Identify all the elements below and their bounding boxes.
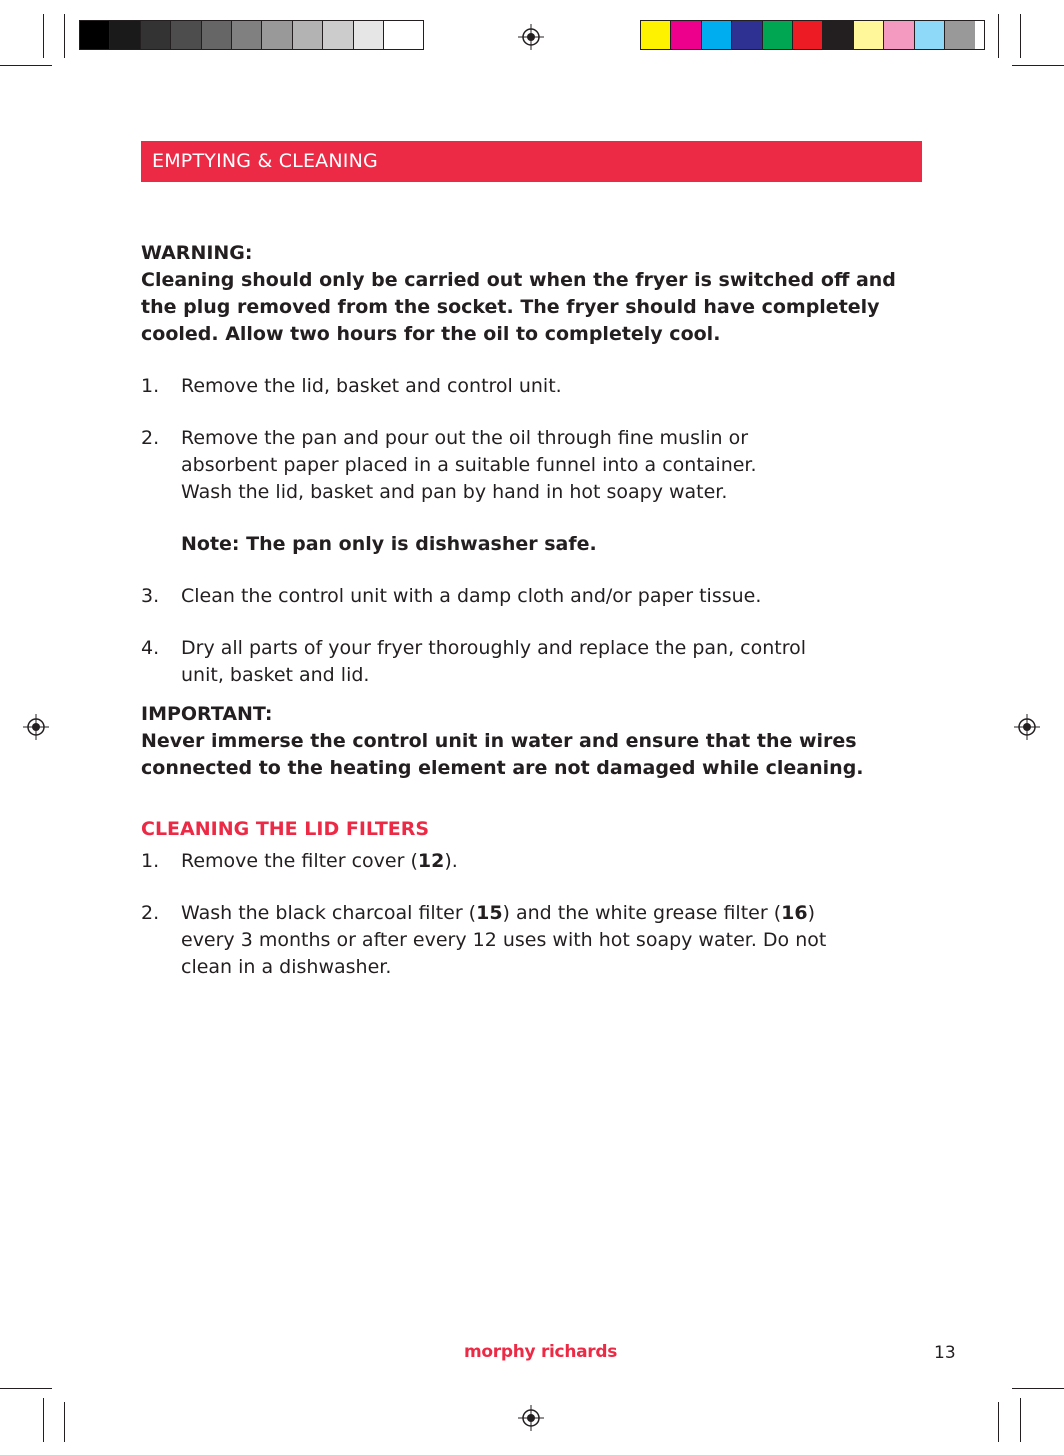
crop-mark	[1020, 14, 1021, 58]
color-swatch	[732, 21, 762, 49]
step-number: 2.	[141, 427, 160, 449]
step-text: ).	[444, 850, 458, 872]
color-swatch	[702, 21, 732, 49]
color-swatch	[671, 21, 701, 49]
crop-mark	[43, 1398, 44, 1442]
step-text: )	[807, 902, 815, 924]
crop-mark	[1012, 1388, 1064, 1389]
page-number: 13	[934, 1343, 956, 1363]
color-swatch	[323, 21, 353, 49]
step-text-line: every 3 months or after every 12 uses with hot soapy water. Do not	[181, 929, 827, 951]
crop-mark	[64, 14, 65, 58]
color-swatch	[823, 21, 853, 49]
color-swatch	[293, 21, 323, 49]
process-color-bar	[640, 20, 985, 50]
color-swatch	[915, 21, 945, 49]
list-item	[141, 848, 931, 875]
lid-filters-heading: CLEANING THE LID FILTERS	[141, 818, 430, 840]
registration-mark-icon	[518, 24, 544, 50]
warning-label: WARNING:	[141, 242, 253, 264]
step-number: 2.	[141, 902, 160, 924]
color-swatch	[354, 21, 384, 49]
color-swatch	[262, 21, 292, 49]
crop-mark	[64, 1402, 65, 1442]
step-text-line: Wash the lid, basket and pan by hand in hot soapy water.	[181, 481, 728, 503]
important-text-line: Never immerse the control unit in water and ensure that the wires	[141, 730, 857, 752]
step-text-line: Remove the pan and pour out the oil through fine muslin or	[181, 427, 749, 449]
crop-mark	[1012, 65, 1064, 66]
color-swatch	[80, 21, 110, 49]
step-text: Remove the lid, basket and control unit.	[181, 375, 562, 397]
color-swatch	[641, 21, 671, 49]
registration-mark-icon	[1014, 714, 1040, 740]
part-reference: 16	[781, 902, 808, 924]
step-text: Remove the filter cover (	[181, 850, 418, 872]
color-swatch	[384, 21, 414, 49]
step-text: ) and the white grease filter (	[502, 902, 782, 924]
important-text-line: connected to the heating element are not damaged while cleaning.	[141, 757, 864, 779]
color-swatch	[793, 21, 823, 49]
crop-mark	[43, 14, 44, 58]
crop-mark	[1020, 1398, 1021, 1442]
color-swatch	[884, 21, 914, 49]
dishwasher-note: Note: The pan only is dishwasher safe.	[181, 533, 597, 555]
registration-mark-icon	[23, 714, 49, 740]
important-block	[141, 701, 931, 782]
crop-mark	[0, 65, 52, 66]
warning-block	[141, 240, 931, 348]
part-reference: 12	[417, 850, 445, 872]
brand-logo: morphy richards	[464, 1342, 618, 1362]
important-label: IMPORTANT:	[141, 703, 273, 725]
list-item	[141, 900, 931, 981]
crop-mark	[998, 14, 999, 58]
step-number: 1.	[141, 850, 160, 872]
color-swatch	[763, 21, 793, 49]
step-text-line: unit, basket and lid.	[181, 664, 370, 686]
step-text: Wash the black charcoal filter (	[181, 902, 477, 924]
list-item	[141, 583, 931, 610]
color-swatch	[110, 21, 140, 49]
grayscale-color-bar	[79, 20, 424, 50]
step-number: 1.	[141, 375, 160, 397]
list-item	[141, 425, 931, 558]
step-text-line: Dry all parts of your fryer thoroughly and replace the pan, control	[181, 637, 807, 659]
step-text-line: absorbent paper placed in a suitable funnel into a container.	[181, 454, 757, 476]
part-reference: 15	[476, 902, 503, 924]
crop-mark	[0, 1388, 52, 1389]
color-swatch	[141, 21, 171, 49]
color-swatch	[854, 21, 884, 49]
color-swatch	[232, 21, 262, 49]
registration-mark-icon	[518, 1405, 544, 1431]
step-number: 3.	[141, 585, 160, 607]
section-header: EMPTYING & CLEANING	[141, 141, 922, 182]
step-text-line: clean in a dishwasher.	[181, 956, 392, 978]
color-swatch	[945, 21, 975, 49]
list-item	[141, 373, 931, 400]
crop-mark	[998, 1402, 999, 1442]
list-item	[141, 635, 931, 689]
main-content	[141, 240, 931, 981]
step-text: Clean the control unit with a damp cloth and/or paper tissue.	[181, 585, 762, 607]
color-swatch	[202, 21, 232, 49]
step-number: 4.	[141, 637, 160, 659]
color-swatch	[171, 21, 201, 49]
warning-text: Cleaning should only be carried out when the fryer is switched off and the plug removed from the socket. The fryer should have completely cooled. Allow two hours for the oil to completely cool.	[141, 269, 896, 345]
